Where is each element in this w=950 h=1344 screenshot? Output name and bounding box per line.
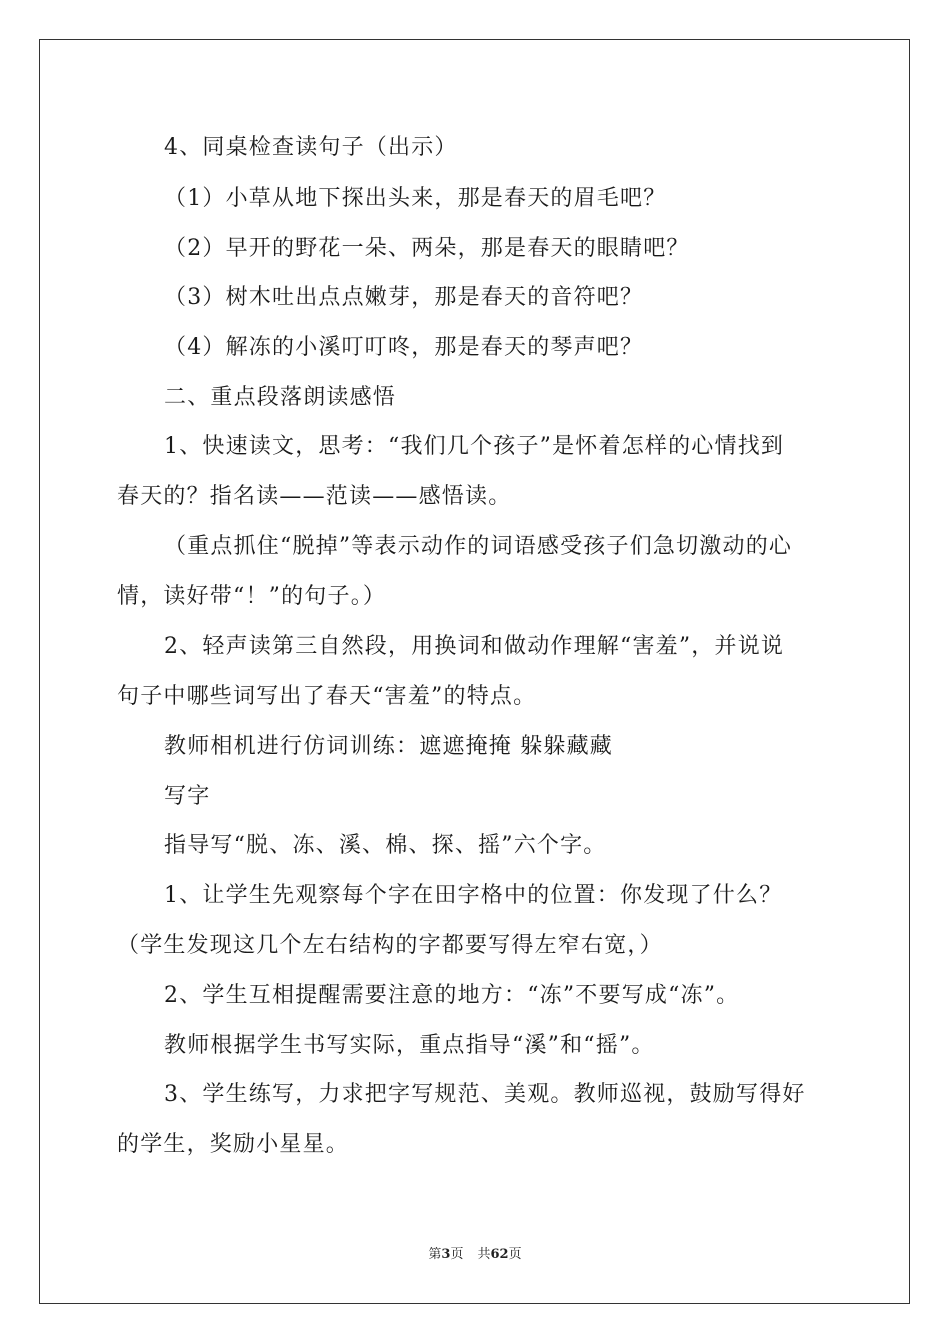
text-line: 句子中哪些词写出了春天“害羞”的特点。 xyxy=(117,684,537,709)
text-line: 的学生，奖励小星星。 xyxy=(117,1132,350,1157)
text-line: （4）解冻的小溪叮叮咚，那是春天的琴声吧？ xyxy=(164,335,644,360)
text-line: 教师相机进行仿词训练：遮遮掩掩 躲躲藏藏 xyxy=(164,734,613,759)
text-line: 指导写“脱、冻、溪、棉、探、摇”六个字。 xyxy=(164,833,607,858)
section-heading: 二、重点段落朗读感悟 xyxy=(164,385,397,410)
page-total: 62 xyxy=(490,1247,509,1262)
page-border xyxy=(39,39,910,1304)
total-suffix: 页 xyxy=(508,1247,522,1262)
text-line: 4、同桌检查读句子（出示） xyxy=(164,135,458,160)
section-heading: 写字 xyxy=(164,784,211,809)
text-line: 春天的？指名读——范读——感悟读。 xyxy=(117,484,512,509)
text-line: （学生发现这几个左右结构的字都要写得左窄右宽，） xyxy=(117,933,663,958)
text-line: 1、快速读文，思考：“我们几个孩子”是怀着怎样的心情找到 xyxy=(164,434,785,459)
page-prefix: 第 xyxy=(428,1247,442,1262)
text-line: 教师根据学生书写实际，重点指导“溪”和“摇”。 xyxy=(164,1033,655,1058)
text-line: 1、让学生先观察每个字在田字格中的位置：你发现了什么？ xyxy=(164,883,783,908)
page-footer xyxy=(0,1246,950,1264)
text-line: 2、轻声读第三自然段，用换词和做动作理解“害羞”，并说说 xyxy=(164,634,785,659)
text-line: （3）树木吐出点点嫩芽，那是春天的音符吧？ xyxy=(164,285,644,310)
text-line: （2）早开的野花一朵、两朵，那是春天的眼睛吧？ xyxy=(164,236,690,261)
text-line: （1）小草从地下探出头来，那是春天的眉毛吧？ xyxy=(164,186,667,211)
page-current: 3 xyxy=(441,1247,451,1262)
text-line: （重点抓住“脱掉”等表示动作的词语感受孩子们急切激动的心 xyxy=(164,534,793,559)
page-suffix: 页 xyxy=(450,1247,464,1262)
text-line: 2、学生互相提醒需要注意的地方：“冻”不要写成“冻”。 xyxy=(164,983,740,1008)
text-line: 3、学生练写，力求把字写规范、美观。教师巡视，鼓励写得好 xyxy=(164,1082,806,1107)
text-line: 情，读好带“！”的句子。） xyxy=(117,584,387,609)
total-prefix: 共 xyxy=(477,1247,491,1262)
